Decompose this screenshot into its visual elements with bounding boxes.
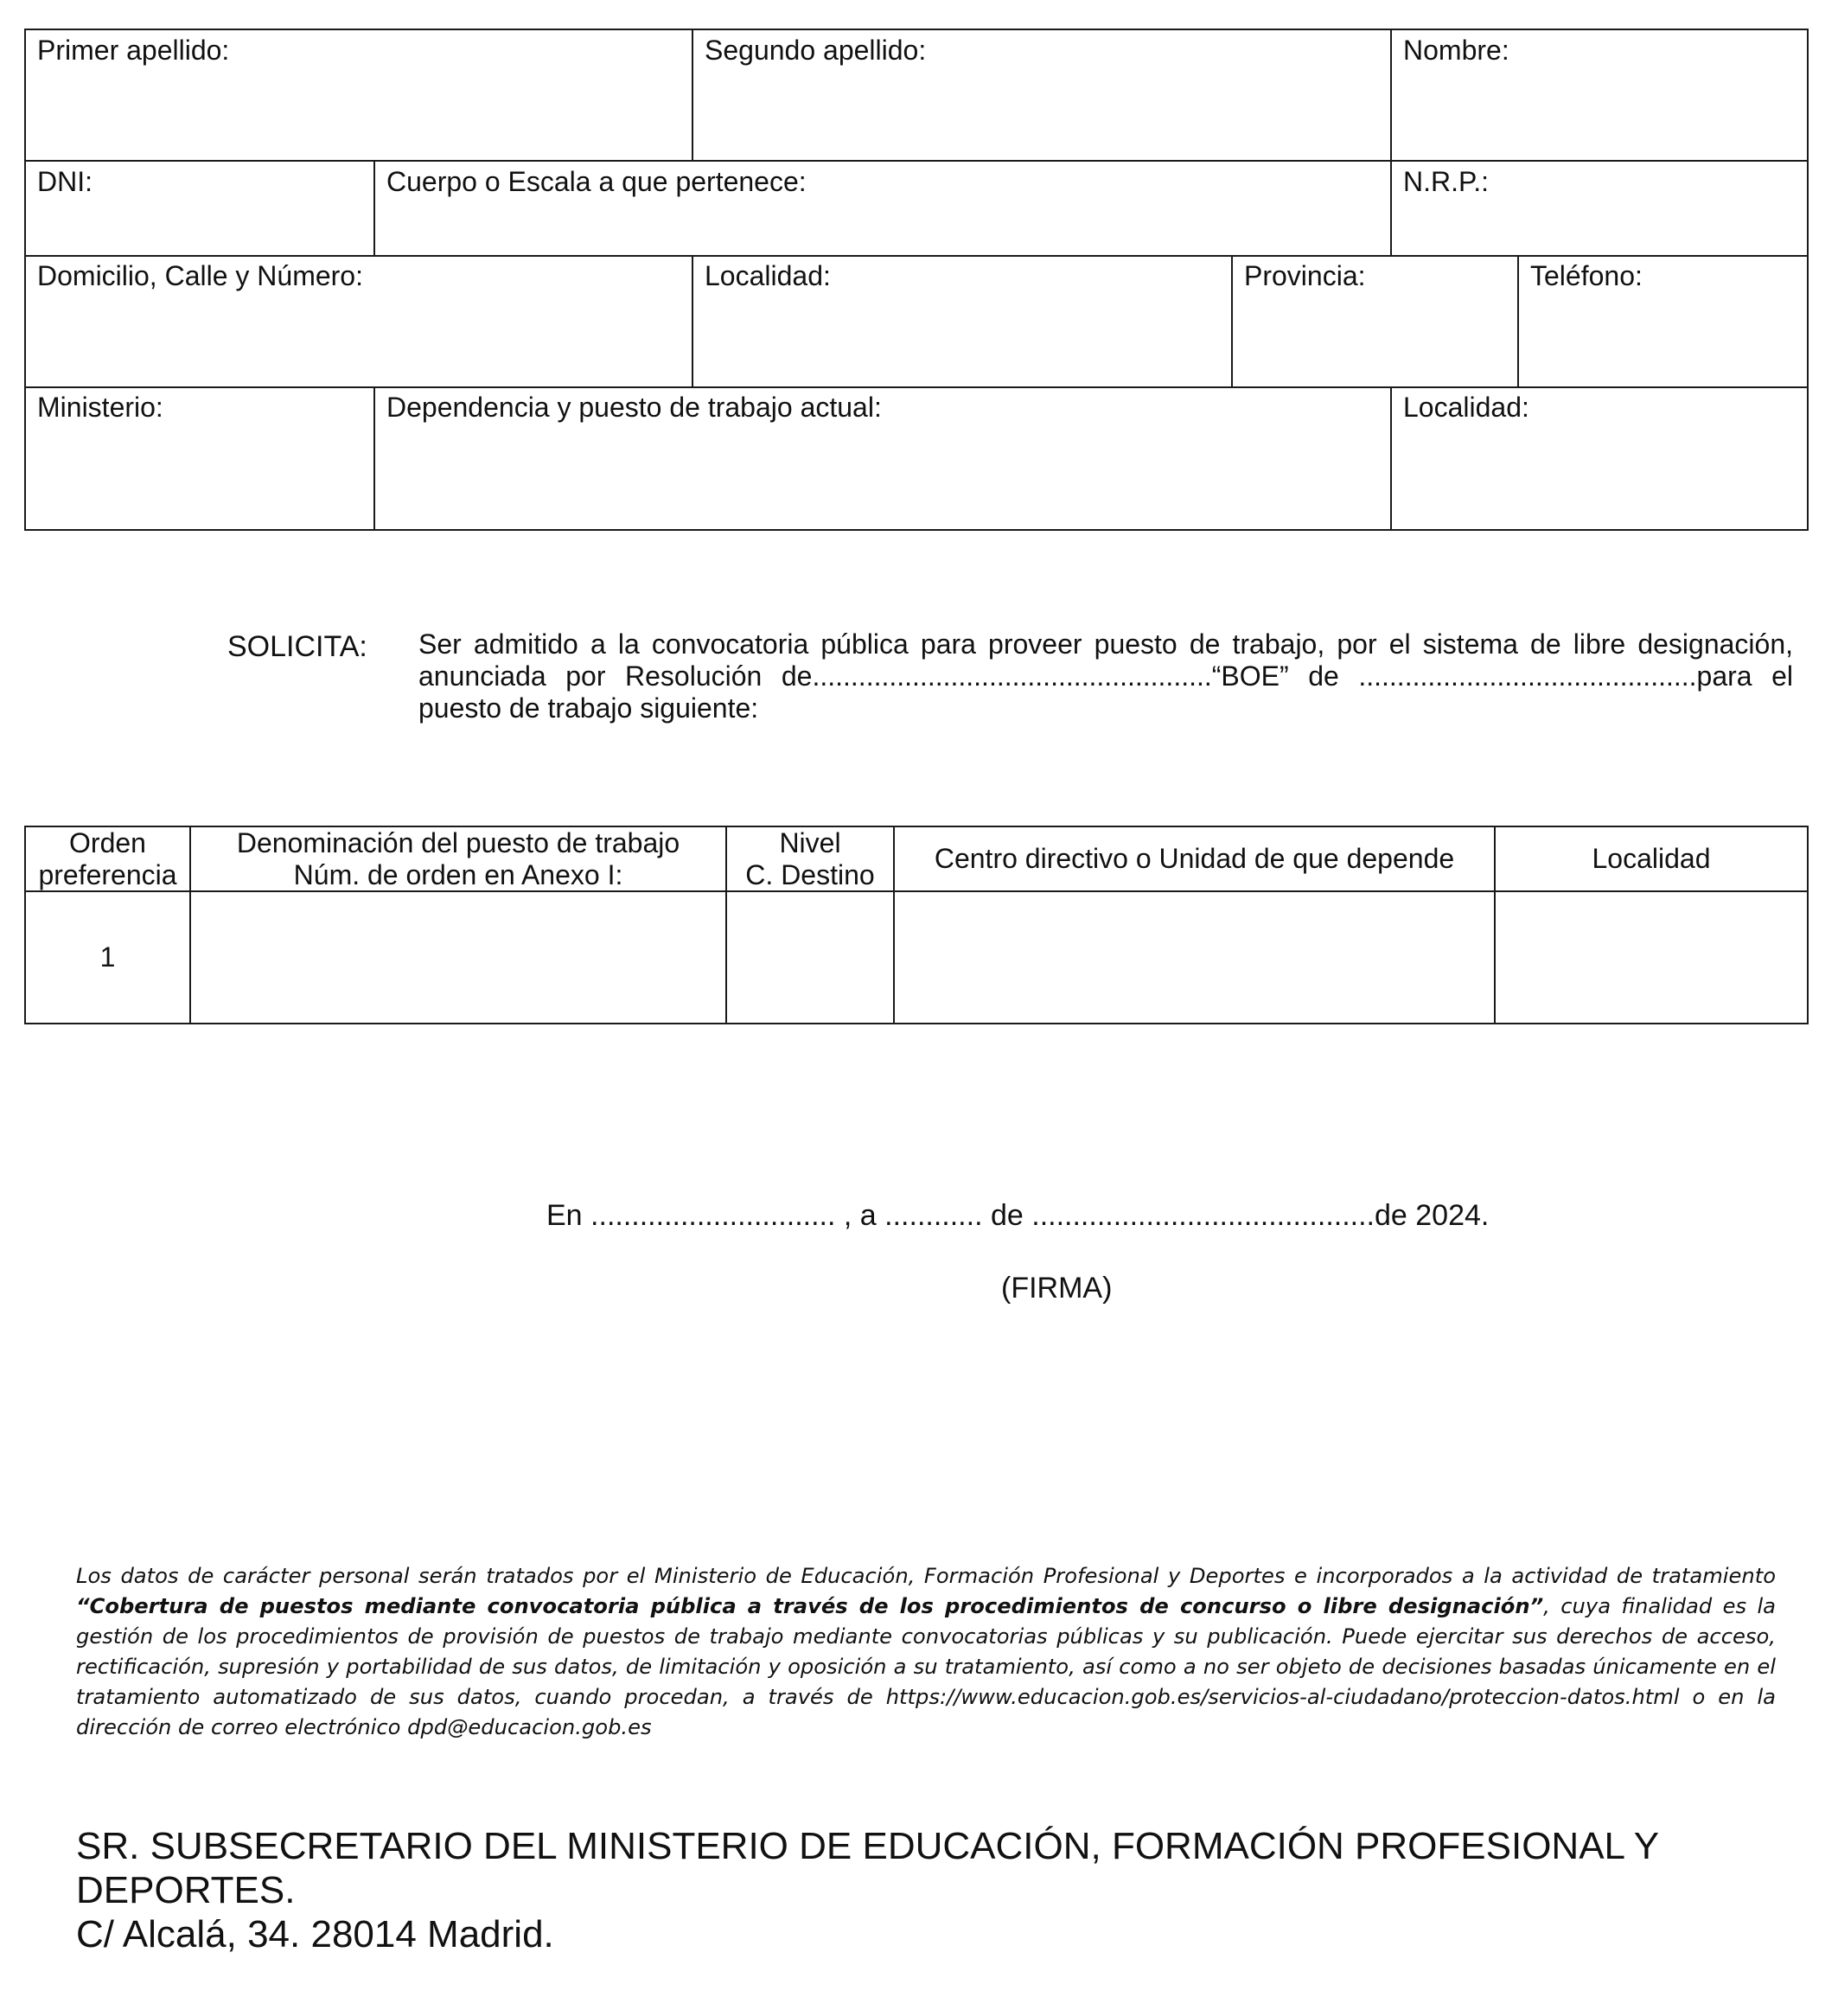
nrp-field[interactable] <box>1392 162 1807 255</box>
header-orden-preferencia <box>26 827 189 890</box>
header-orden-line1: Orden <box>69 826 146 858</box>
header-nivel-line1: Nivel <box>779 826 841 858</box>
privacy-activity-name: “Cobertura de puestos mediante convocatoria pública a través de los procedimientos de concurso o libre designación” <box>76 1594 1544 1618</box>
header-nivel-line2: C. Destino <box>745 858 875 890</box>
header-localidad <box>1496 827 1807 890</box>
domicilio-label: Domicilio, Calle y Número: <box>37 260 363 291</box>
nrp-label: N.R.P.: <box>1403 166 1489 197</box>
provincia-field[interactable] <box>1233 257 1517 386</box>
provincia-label: Provincia: <box>1244 260 1366 291</box>
boe-date-dots[interactable]: ............................................ <box>1358 660 1697 692</box>
resolution-date-dots[interactable]: .................................................... <box>812 660 1212 692</box>
segundo-apellido-label: Segundo apellido: <box>705 35 927 66</box>
addressee-block <box>76 1824 1797 1956</box>
ministerio-label: Ministerio: <box>37 392 163 423</box>
primer-apellido-field[interactable] <box>26 30 692 160</box>
localidad-trabajo-label: Localidad: <box>1403 392 1529 423</box>
solicita-label: SOLICITA: <box>227 630 367 663</box>
header-centro-directivo <box>895 827 1494 890</box>
solicita-text-part2: “BOE” de <box>1211 660 1339 692</box>
dni-label: DNI: <box>37 166 93 197</box>
header-denominacion-line2: Núm. de orden en Anexo I: <box>293 858 623 890</box>
firma-label: (FIRMA) <box>1001 1272 1113 1305</box>
cuerpo-escala-field[interactable] <box>375 162 1390 255</box>
segundo-apellido-field[interactable] <box>693 30 1390 160</box>
privacy-notice <box>76 1561 1776 1743</box>
localidad-field[interactable] <box>693 257 1231 386</box>
table-row-cell-centro[interactable] <box>895 892 1494 1023</box>
ministerio-field[interactable] <box>26 388 373 529</box>
date-line <box>546 1198 1489 1233</box>
domicilio-field[interactable] <box>26 257 692 386</box>
place-dots[interactable]: .............................. <box>590 1199 836 1232</box>
telefono-label: Teléfono: <box>1530 260 1643 291</box>
row-orden-value: 1 <box>99 941 116 973</box>
dni-field[interactable] <box>26 162 373 255</box>
date-en: En <box>546 1199 583 1232</box>
month-dots[interactable]: .......................................... <box>1031 1199 1375 1232</box>
nombre-label: Nombre: <box>1403 35 1509 66</box>
dependencia-label: Dependencia y puesto de trabajo actual: <box>386 392 882 423</box>
date-year: de 2024. <box>1375 1199 1490 1232</box>
solicita-text-part1: Ser admitido a la convocatoria pública para proveer puesto de trabajo, por el sistema de libre designación, anunciada por Resolución de <box>418 628 1793 692</box>
cuerpo-escala-label: Cuerpo o Escala a que pertenece: <box>386 166 807 197</box>
localidad-trabajo-field[interactable] <box>1392 388 1807 529</box>
solicita-paragraph <box>418 628 1793 724</box>
header-denominacion <box>191 827 725 890</box>
addressee-line2: C/ Alcalá, 34. 28014 Madrid. <box>76 1913 554 1955</box>
date-de: de <box>990 1199 1024 1232</box>
nombre-field[interactable] <box>1392 30 1807 160</box>
solicita-text-part3: para el puesto de trabajo siguiente: <box>418 660 1794 724</box>
telefono-field[interactable] <box>1519 257 1807 386</box>
header-centro-text: Centro directivo o Unidad de que depende <box>934 843 1455 874</box>
header-denominacion-line1: Denominación del puesto de trabajo <box>236 826 680 858</box>
table-row-cell-orden <box>26 892 189 1023</box>
date-a: , a <box>843 1199 877 1232</box>
table-row-cell-nivel[interactable] <box>727 892 893 1023</box>
privacy-rest: , cuya finalidad es la gestión de los procedimientos de provisión de puestos de trabajo mediante convocatorias públicas y su publicación. Puede ejercitar sus derechos de acceso, rectificación, supresión y portabilidad de sus datos, de limitación y oposición a su tratamiento, así como a no ser objeto de decisiones basadas únicamente en el tratamiento automatizado de sus datos, cuando procedan, a través de https://www.educacion.gob.es/servicios-al-ciudadano/proteccion-datos.html o en la dirección de correo electrónico dpd@educacion.gob.es <box>76 1594 1776 1739</box>
table-row-cell-denominacion[interactable] <box>191 892 725 1023</box>
primer-apellido-label: Primer apellido: <box>37 35 230 66</box>
header-localidad-text: Localidad <box>1592 843 1711 874</box>
privacy-intro: Los datos de carácter personal serán tratados por el Ministerio de Educación, Formación Profesional y Deportes e incorporados a la actividad de tratamiento <box>76 1564 1776 1588</box>
dependencia-field[interactable] <box>375 388 1390 529</box>
header-nivel <box>727 827 893 890</box>
localidad-label: Localidad: <box>705 260 831 291</box>
day-dots[interactable]: ............ <box>884 1199 983 1232</box>
table-row-cell-localidad[interactable] <box>1496 892 1807 1023</box>
header-orden-line2: preferencia <box>38 858 177 890</box>
addressee-line1: SR. SUBSECRETARIO DEL MINISTERIO DE EDUCACIÓN, FORMACIÓN PROFESIONAL Y DEPORTES. <box>76 1825 1659 1911</box>
